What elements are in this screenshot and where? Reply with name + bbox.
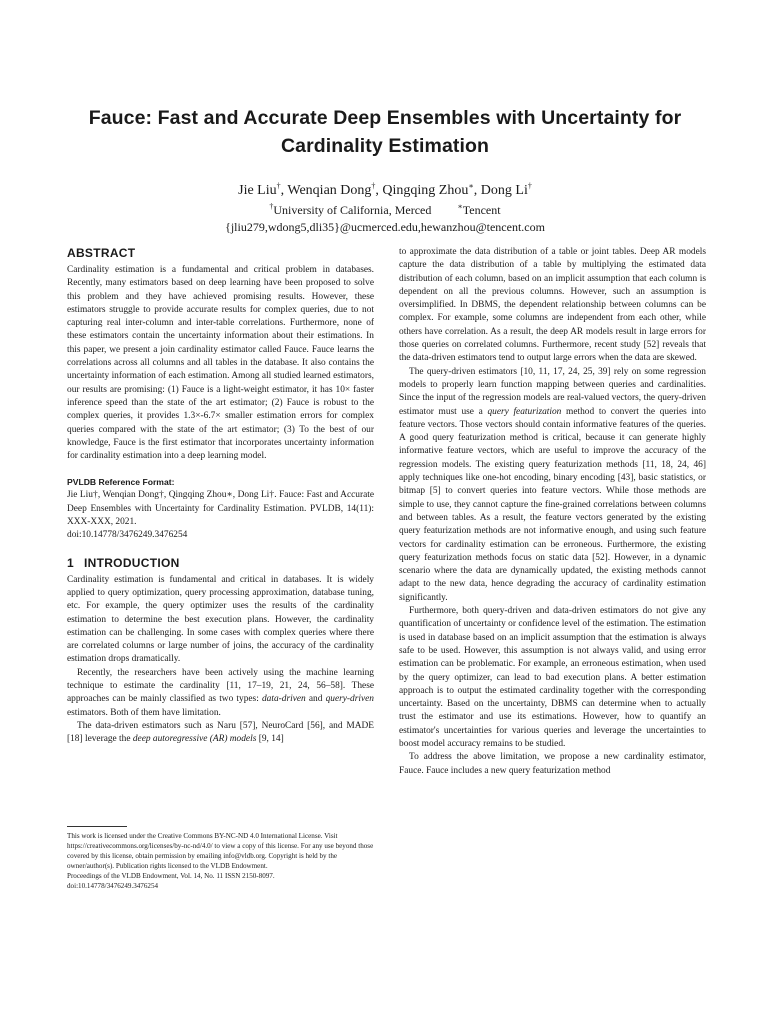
abstract-heading: ABSTRACT: [67, 246, 136, 260]
body-paragraph: Furthermore, both query-driven and data-driven estimators do not give any quantification of uncertainty or confidence level of the estimation. The estimation is used in database based on an implicit assumption that the estimation is always safe to be used. However, this assumption is not always valid, and using error estimation can be problematic. For example, an erroneous estimation, when used by the query optimizer, can lead to bad execution plans. A better estimation approach is to output the estimated cardinality together with the corresponding uncertainty. Based on the uncertainty, DBMS can determine when to actually trust the estimator and use its estimations. However, how to quantify an estimator's uncertainties for various queries and leverage the uncertainties to boost model accuracy remains to be studied.: [399, 606, 706, 749]
body-paragraph: The query-driven estimators [10, 11, 17, 24, 25, 39] rely on some regression models to properly learn function mapping between queries and cardinalities. Since the input of the regression models are real-valued vectors, the query-driven estimator must use a query featurization method to convert the queries into feature vectors. Those vectors should contain informative features of the queries. A good query featurization method is critical, because it can generate highly informative feature vectors, which are useful to improve the accuracy of the regression models. The existing query featurization methods [11, 18, 24, 46] apply techniques like one-hot encoding, binary encoding [43], basic statistics, or bitmap [5] to convert queries into feature vectors. While those methods are simple to use, they cannot capture the fine-grained correlations between columns and between tables. As a result, the feature vectors generated by the existing query featurization methods are not informative enough, and using such feature vectors for cardinality estimation can be erroneous. Furthermore, the existing query featurization methods focus on static data [52]. However, in a dynamic scenario where the data are dynamically updated, the existing methods cannot adapt to the new data, hence degrading the accuracy of cardinality estimation significantly.: [399, 366, 706, 603]
intro-paragraph: Recently, the researchers have been actively using the machine learning technique to estimate the cardinality [11, 17–19, 21, 24, 56–58]. These approaches can be mainly classified as two types: data-driven and query-driven estimators. Both of them have limitation.: [67, 667, 374, 718]
body-paragraph: To address the above limitation, we propose a new cardinality estimator, Fauce. Fauce includes a new query featurization method: [399, 752, 706, 776]
intro-paragraph: Cardinality estimation is fundamental and critical in databases. It is widely applied to query optimization, query processing approximation, database tuning, etc. For example, the query optimizer uses the results of the cardinality estimation to determine the best execution plans. However, the cardinality estimation can be challenging. In some cases with complex queries where there are correlated columns or large number of joins, the accuracy of the cardinality estimation drops dramatically.: [67, 574, 374, 665]
reference-format-text: Jie Liu†, Wenqian Dong†, Qingqing Zhou∗, Dong Li†. Fauce: Fast and Accurate Deep Ensembles with Uncertainty for Cardinality Estimation. PVLDB, 14(11): XXX-XXX, 2021. doi:10.14778/3476249.3476254: [67, 490, 374, 541]
footnote-rule: [67, 826, 127, 827]
author-emails: {jliu279,wdong5,dli35}@ucmerced.edu,hewanzhou@tencent.com: [225, 220, 545, 234]
affiliation-mark: †: [276, 181, 281, 191]
affiliation-mark: †: [371, 181, 376, 191]
abstract-text: Cardinality estimation is a fundamental and critical problem in databases. Recently, many estimators based on deep learning have been proposed to solve this problem and they have achieved promising results. However, these estimators struggle to provide accurate results for complex queries, due to not capturing real inter-column and inter-table correlations. Furthermore, none of these estimators contain the uncertainty information about their estimations. In this paper, we present a join cardinality estimator called Fauce. Fauce learns the correlations across all columns and all tables in the database. It also contains the uncertainty information of each estimation. Among all studied learned estimators, our results are promising: (1) Fauce is a light-weight estimator, it has 10× faster inference speed than the state of the art estimator; (2) Fauce is robust to the complex queries, it provides 1.3×-6.7× smaller estimation errors for complex queries compared with the state of the art estimator; (3) To the best of our knowledge, Fauce is the first estimator that incorporates uncertainty information for cardinality estimation into a deep learning model.: [67, 265, 374, 462]
proceedings-text: Proceedings of the VLDB Endowment, Vol. 14, No. 11 ISSN 2150-8097.: [67, 872, 275, 880]
title-line-2: Cardinality Estimation: [280, 135, 490, 157]
author-name: Jie Liu: [238, 183, 277, 198]
reference-format-heading: PVLDB Reference Format:: [67, 477, 175, 488]
author-list: Jie Liu†, Wenqian Dong†, Qingqing Zhou∗, Dong Li†: [238, 181, 532, 198]
footnote-doi: doi:10.14778/3476249.3476254: [67, 882, 159, 890]
affiliation-mark: †: [527, 181, 532, 191]
author-name: Wenqian Dong: [287, 183, 372, 198]
author-name: Qingqing Zhou: [382, 183, 469, 198]
author-name: Dong Li: [480, 183, 528, 198]
license-text: This work is licensed under the Creative Commons BY-NC-ND 4.0 International License. Visit https://creativecommons.org/licenses/by-nc-nd/4.0/ to view a copy of this license. For any use beyond those covered by this license, obtain permission by emailing info@vldb.org. Copyright is held by the owner/author(s). Publication rights licensed to the VLDB Endowment.: [67, 832, 374, 870]
right-column: [399, 246, 706, 778]
affiliation-mark: ∗: [468, 181, 474, 191]
body-paragraph: to approximate the data distribution of a table or joint tables. Deep AR models capture the data distribution of a table by multiplying the estimated data distribution of each column, based on an implicit assumption that each column is dependent on all the previous columns. However, such an assumption is oversimplified. In DBMS, the dependent relationship between columns can be complex. For example, some columns are independent from each other, while others have correlation. As a result, the deep AR models result in large errors for those queries on correlated columns. Furthermore, recent study [52] reveals that the data-driven estimators tend to output large errors when the data are skewed.: [399, 247, 706, 364]
license-footnote: [67, 826, 374, 891]
left-column: [67, 246, 374, 747]
affiliation-uc: University of California, Merced: [273, 203, 432, 217]
section-number: 1: [67, 555, 74, 570]
section-heading-introduction: 1 INTRODUCTION: [67, 555, 180, 570]
reference-doi: doi:10.14778/3476249.3476254: [67, 530, 188, 541]
affiliation-tencent: Tencent: [462, 203, 501, 217]
title-line-1: Fauce: Fast and Accurate Deep Ensembles with Uncertainty for: [88, 107, 682, 129]
intro-paragraph: The data-driven estimators such as Naru [57], NeuroCard [56], and MADE [18] leverage the deep autoregressive (AR) models [9, 14]: [67, 720, 374, 745]
paper-title: [40, 104, 730, 160]
affiliations: †University of California, Merced ∗Tencent: [269, 202, 501, 217]
